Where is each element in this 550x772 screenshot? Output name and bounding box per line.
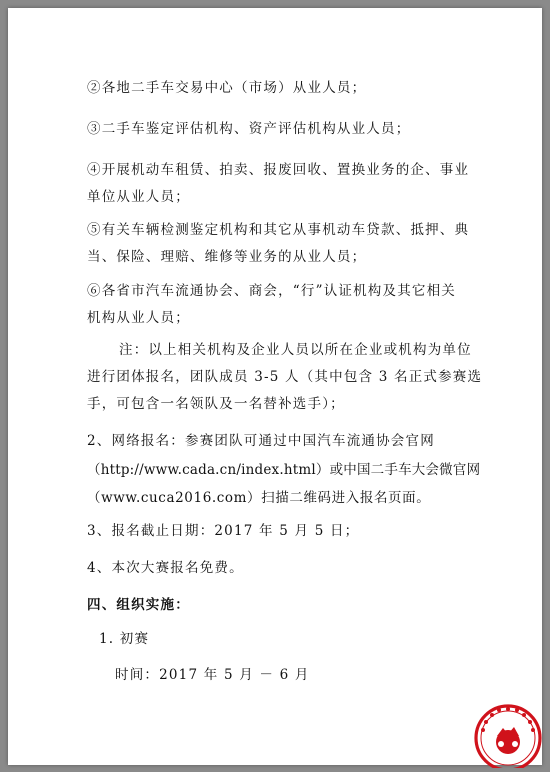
doc-line-1: ②各地二手车交易中心（市场）从业人员；: [87, 80, 367, 96]
doc-line-13: （http://www.cada.cn/index.html）或中国二手车大会微官网: [87, 462, 481, 478]
section-heading: 四、组织实施：: [87, 597, 190, 613]
doc-line-11: 手，可包含一名领队及一名替补选手）；: [87, 396, 345, 412]
doc-line-5: ⑤有关车辆检测鉴定机构和其它从事机动车贷款、抵押、典: [87, 222, 470, 238]
red-seal-icon: [470, 700, 546, 768]
doc-line-14: （www.cuca2016.com）扫描二维码进入报名页面。: [87, 490, 431, 506]
doc-line-18: 1. 初赛: [99, 631, 150, 647]
doc-line-6: 当、保险、理赔、维修等业务的从业人员；: [87, 249, 367, 265]
doc-line-7: ⑥各省市汽车流通协会、商会，“行”认证机构及其它相关: [87, 283, 457, 299]
doc-line-16: 4、本次大赛报名免费。: [87, 560, 244, 576]
doc-line-4: 单位从业人员；: [87, 189, 190, 205]
doc-line-10: 进行团体报名，团队成员 3-5 人（其中包含 3 名正式参赛选: [87, 369, 483, 385]
doc-line-3: ④开展机动车租赁、拍卖、报废回收、置换业务的企、事业: [87, 162, 470, 178]
doc-line-9: 注：以上相关机构及企业人员以所在企业或机构为单位: [119, 342, 472, 358]
doc-line-2: ③二手车鉴定评估机构、资产评估机构从业人员；: [87, 121, 411, 137]
doc-line-12: 2、网络报名：参赛团队可通过中国汽车流通协会官网: [87, 433, 435, 449]
doc-line-15: 3、报名截止日期：2017 年 5 月 5 日；: [87, 523, 360, 539]
doc-line-8: 机构从业人员；: [87, 310, 190, 326]
document-page: [8, 8, 542, 765]
doc-line-19: 时间：2017 年 5 月 － 6 月: [115, 667, 310, 683]
